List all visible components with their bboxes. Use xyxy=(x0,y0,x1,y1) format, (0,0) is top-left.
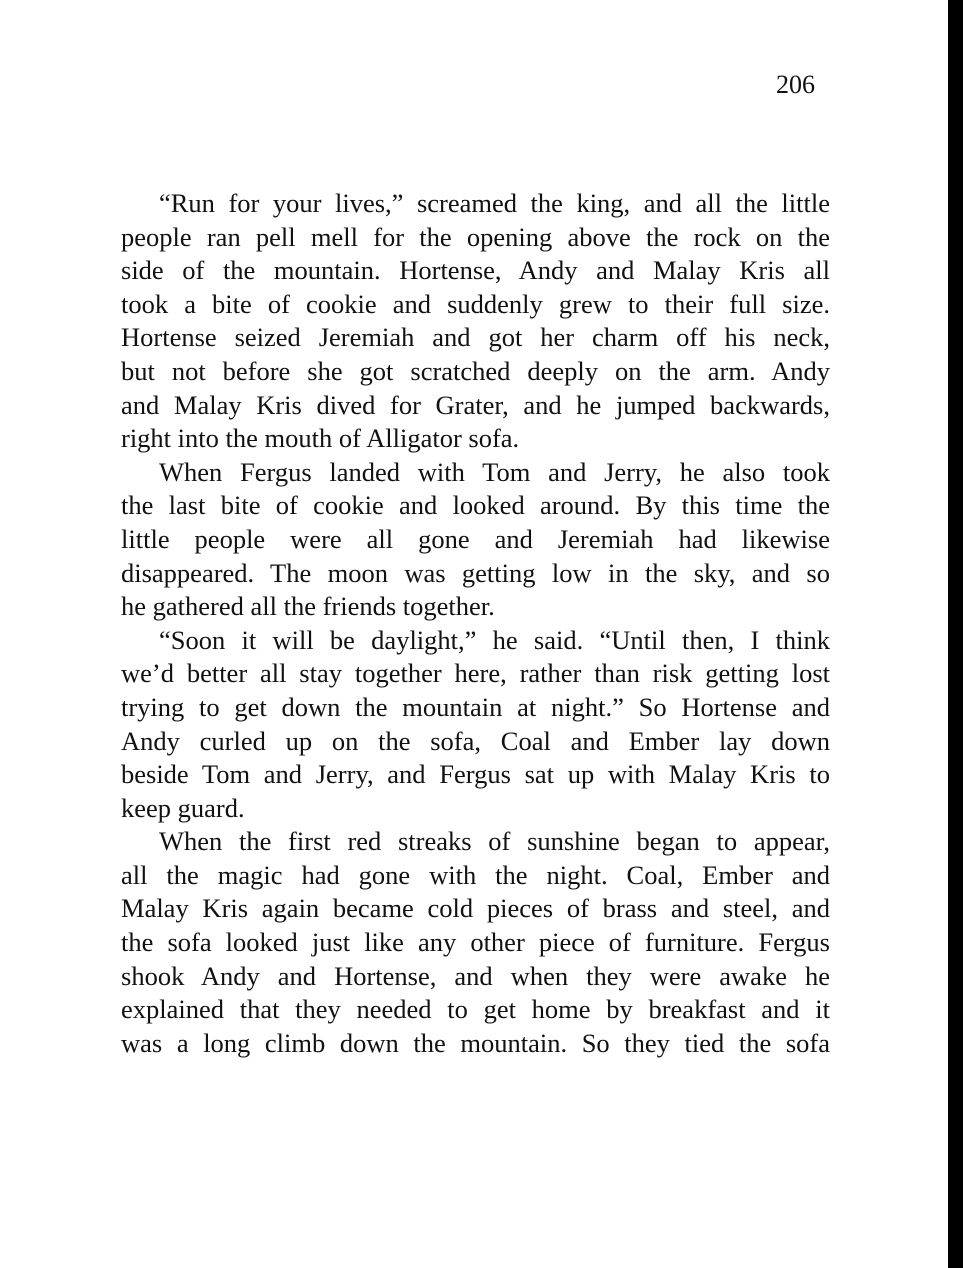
text-line: the last bite of cookie and looked around. By this time the xyxy=(121,490,830,521)
text-line: Andy curled up on the sofa, Coal and Ember lay down xyxy=(121,725,830,756)
text-line: side of the mountain. Hortense, Andy and Malay Kris all xyxy=(121,255,830,286)
text-line: beside Tom and Jerry, and Fergus sat up with Malay Kris to xyxy=(121,759,830,790)
text-line: was a long climb down the mountain. So they tied the sofa xyxy=(121,1027,830,1058)
text-line: When the first red streaks of sunshine began to appear, xyxy=(159,826,830,857)
text-line: Malay Kris again became cold pieces of brass and steel, and xyxy=(121,893,830,924)
text-line: the sofa looked just like any other piece of furniture. Fergus xyxy=(121,927,830,958)
text-line: shook Andy and Hortense, and when they were awake he xyxy=(121,960,830,991)
text-line: When Fergus landed with Tom and Jerry, he also took xyxy=(159,456,830,487)
text-line: we’d better all stay together here, rather than risk getting lost xyxy=(121,658,830,689)
text-line: keep guard. xyxy=(121,792,245,823)
text-line: all the magic had gone with the night. Coal, Ember and xyxy=(121,859,830,890)
text-line: little people were all gone and Jeremiah had likewise xyxy=(121,523,830,554)
text-line: but not before she got scratched deeply on the arm. Andy xyxy=(121,355,830,386)
text-line: and Malay Kris dived for Grater, and he jumped backwards, xyxy=(121,389,830,420)
text-line: right into the mouth of Alligator sofa. xyxy=(121,423,520,454)
body-text xyxy=(121,187,830,1060)
text-line: people ran pell mell for the opening above the rock on the xyxy=(121,221,830,252)
page-number: 206 xyxy=(776,70,815,99)
text-line: explained that they needed to get home by breakfast and it xyxy=(121,994,830,1025)
text-line: he gathered all the friends together. xyxy=(121,591,495,622)
text-line: “Soon it will be daylight,” he said. “Until then, I think xyxy=(159,624,830,655)
text-line: Hortense seized Jeremiah and got her charm off his neck, xyxy=(121,322,830,353)
text-line: trying to get down the mountain at night.” So Hortense and xyxy=(121,691,830,722)
text-line: took a bite of cookie and suddenly grew to their full size. xyxy=(121,288,830,319)
text-line: “Run for your lives,” screamed the king, and all the little xyxy=(159,188,830,218)
scan-edge-border xyxy=(948,0,963,1268)
text-line: disappeared. The moon was getting low in the sky, and so xyxy=(121,557,830,588)
